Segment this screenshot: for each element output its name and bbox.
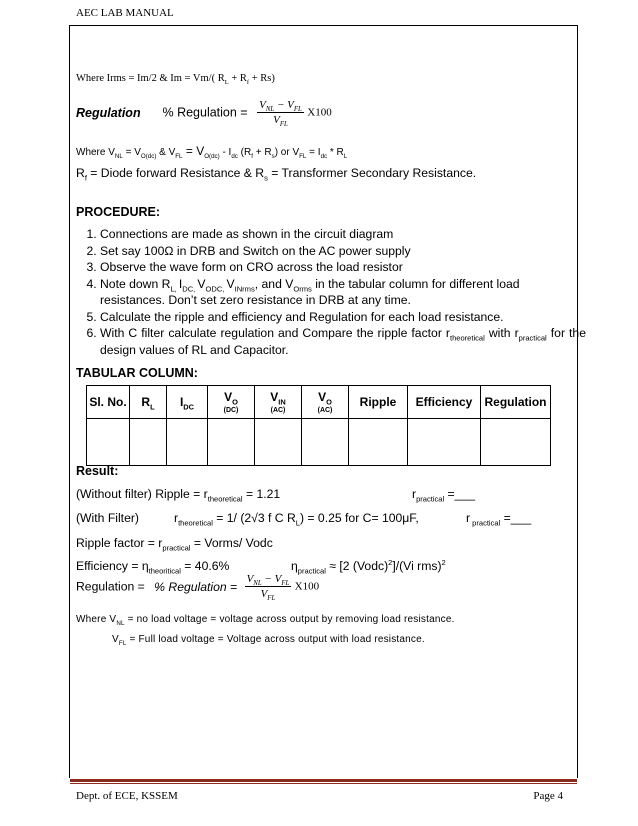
r5-num-v1: V [246, 573, 254, 585]
s4-e-sub: Orms [293, 283, 312, 293]
s4-e: , and V [254, 276, 294, 291]
procedure-heading: PROCEDURE: [76, 205, 161, 219]
den-v: V [273, 114, 280, 126]
result-practical-without-filter [412, 487, 476, 504]
table-header-row [87, 386, 551, 419]
procedure-step: 2. Set say 100Ω in DRB and Switch on the AC power supply [100, 243, 586, 260]
col-vo-dc [208, 386, 255, 419]
r1-a-sub: theoretical [207, 494, 243, 504]
s4-d-sub: INrms [234, 283, 255, 293]
r2-e-sub: practical [470, 518, 501, 528]
num-v1-sub: NL [265, 106, 275, 114]
table-row [87, 419, 551, 466]
regulation-numerator [257, 98, 304, 113]
vnl-a-sub: NL [114, 153, 123, 160]
col-sl-no: Sl. No. [87, 386, 130, 419]
irms-sub-f: f [246, 79, 250, 87]
s4-a-sub: L, [170, 283, 179, 293]
num-v2: V [287, 99, 294, 111]
s4-c-sub: ODC, [205, 283, 227, 293]
irms-text-b: + R [228, 73, 247, 84]
page-border-left [69, 25, 70, 778]
r7-b: = Full load voltage = Voltage across output with load resistance. [126, 634, 425, 645]
result-ripple-factor [76, 536, 273, 553]
r6-a-sub: NL [116, 620, 125, 627]
irms-text-c: + Rs) [249, 73, 275, 84]
regulation-prefix: % Regulation = [162, 105, 248, 120]
vnl-g: + R [252, 147, 272, 158]
page-border-right [577, 25, 578, 778]
vnl-i: = I [306, 147, 321, 158]
result-practical-with-filter [466, 511, 532, 528]
r3-a-sub: practical [162, 543, 191, 553]
procedure-step: 3. Observe the wave form on CRO across the load resistor [100, 259, 586, 276]
vnl-i-sub: dc [320, 153, 328, 160]
r5-num-v1-sub: NL [253, 580, 262, 588]
vnl-definition [76, 144, 347, 158]
s4-c: V [197, 276, 206, 291]
irms-text-a: Where Irms = Im/2 & Im = Vm/( R [76, 73, 225, 84]
s4-b: I [178, 276, 183, 291]
col-vin-main: V [270, 390, 279, 404]
r4-b: = 40.6% [180, 559, 230, 573]
vnl-j-sub: L [343, 153, 348, 160]
r2-a: (With Filter) [76, 511, 139, 525]
r3-b: = Vorms/ Vodc [190, 536, 273, 550]
col-vo-sub: O [232, 397, 238, 407]
rf-a-sub: f [84, 173, 87, 183]
num-v1: V [259, 99, 266, 111]
r4-e: ]/(Vi rms) [392, 559, 442, 573]
col-vin-sub: IN [278, 397, 286, 407]
rf-a: R [76, 166, 85, 180]
r5-suffix: X100 [294, 580, 320, 593]
col-vin-ac [255, 386, 302, 419]
r1-b: = 1.21 [242, 487, 281, 501]
s4-d: V [226, 276, 235, 291]
r5-den-v-sub: FL [267, 595, 276, 603]
r2-c: = 1/ (2√3 f C R [212, 511, 296, 525]
r4-a: Efficiency = η [76, 559, 149, 573]
col-vo-main: V [224, 390, 233, 404]
r1-c-sub: practical [416, 494, 445, 504]
table-cell [349, 419, 408, 466]
r2-b: r [174, 511, 179, 525]
num-minus: − [274, 99, 288, 111]
den-v-sub: FL [279, 121, 288, 129]
vnl-e: - I [219, 147, 232, 158]
vnl-c: & V [156, 147, 176, 158]
r2-f: =___ [500, 511, 532, 525]
vnl-d-sub: O(dc) [204, 153, 220, 160]
vnl-f-sub: f [251, 153, 253, 160]
r2-e: r [466, 511, 471, 525]
col-rl [130, 386, 167, 419]
r6-a: Where V [76, 614, 117, 625]
regulation-denominator [257, 113, 304, 127]
col-ripple: Ripple [349, 386, 408, 419]
table-cell [408, 419, 481, 466]
r4-d: ≈ [2 (Vodc) [325, 559, 389, 573]
col-idc [167, 386, 208, 419]
r5-num-minus: − [261, 573, 275, 585]
result-heading: Result: [76, 464, 119, 478]
regulation-suffix: X100 [307, 106, 332, 119]
col-idc-main: I [179, 395, 184, 409]
r1-d: =___ [444, 487, 476, 501]
regulation-formula [76, 98, 332, 127]
r5-a: Regulation = [76, 579, 145, 594]
col-vo-ac [302, 386, 349, 419]
col-vin-unit: (AC) [270, 407, 286, 414]
rf-definition [76, 166, 477, 183]
col-idc-sub: DC [183, 402, 195, 412]
vfl-note [112, 634, 425, 645]
num-v2-sub: FL [293, 106, 302, 114]
tabular-heading: TABULAR COLUMN: [76, 366, 198, 380]
vnl-h: ) or V [274, 147, 300, 158]
vnl-b: = V [122, 147, 141, 158]
vnl-b-sub: O(dc) [140, 153, 157, 160]
result-efficiency [76, 559, 230, 576]
r6-b: = no load voltage = voltage across output by removing load resistance. [124, 614, 455, 625]
col-vo2-unit: (AC) [317, 407, 333, 414]
procedure-step [100, 325, 586, 358]
col-rl-sub: L [150, 402, 155, 412]
r1-a: (Without filter) Ripple = r [76, 487, 208, 501]
footer-rule-thin [70, 783, 577, 784]
irms-definition [76, 73, 275, 87]
table-cell [208, 419, 255, 466]
page-border-top [69, 25, 578, 26]
procedure-step: 5. Calculate the ripple and efficiency and Regulation for each load resistance. [100, 309, 586, 326]
vnl-d: = V [182, 144, 205, 158]
result-regulation-numerator [245, 572, 292, 587]
r5-b: % Regulation = [154, 579, 238, 594]
footer-page-number: Page 4 [533, 790, 563, 802]
vnl-g-sub: s [271, 153, 275, 160]
s4-f: in the tabular column for different load resistances. Don’t set zero resistance in DRB at any time. [100, 276, 520, 307]
result-regulation-formula [76, 572, 319, 601]
result-theoretical-with-filter [174, 511, 419, 528]
r4-e-sup: 2 [441, 557, 446, 567]
s6-c: for the design values of RL and Capacitor. [100, 326, 586, 357]
rf-c: = Transformer Secondary Resistance. [267, 166, 477, 180]
s4-a: Note down R [100, 276, 171, 291]
s4-b-sub: DC, [182, 283, 198, 293]
procedure-steps [76, 226, 586, 358]
regulation-label: Regulation [76, 105, 141, 120]
s6-b-sub: practical [518, 333, 547, 343]
s6-b: with r [484, 326, 519, 340]
vnl-f: (R [237, 147, 252, 158]
table-cell [167, 419, 208, 466]
result-line-without-filter [76, 487, 281, 504]
footer-department: Dept. of ECE, KSSEM [76, 790, 178, 802]
r4-c: η [291, 559, 298, 573]
table-cell [481, 419, 551, 466]
result-regulation-denominator [245, 587, 292, 601]
r4-c-sub: practical [297, 566, 326, 576]
vnl-c-sub: FL [175, 153, 183, 160]
r2-b-sub: theoretical [178, 518, 213, 528]
result-efficiency-practical [291, 557, 446, 576]
r5-num-v2-sub: FL [281, 580, 290, 588]
r4-a-sub: theoritical [148, 566, 181, 576]
vnl-h-sub: FL [299, 153, 307, 160]
vnl-j: * R [327, 147, 344, 158]
r7-a-sub: FL [118, 640, 127, 647]
irms-sub-l: L [224, 79, 229, 87]
regulation-fraction [257, 98, 304, 127]
col-regulation: Regulation [481, 386, 551, 419]
r3-a: Ripple factor = r [76, 536, 163, 550]
rf-b: = Diode forward Resistance & R [86, 166, 265, 180]
vnl-a: Where V [76, 147, 115, 158]
result-regulation-fraction [245, 572, 292, 601]
table-cell [130, 419, 167, 466]
table-cell [255, 419, 302, 466]
r2-d: ) = 0.25 for C= 100μF, [299, 511, 419, 525]
r5-den-v: V [260, 588, 268, 600]
result-line-with-filter [76, 511, 139, 525]
s6-a-sub: theoretical [449, 333, 485, 343]
col-rl-main: R [141, 395, 151, 409]
readings-table [86, 385, 551, 466]
r5-num-v2: V [274, 573, 282, 585]
procedure-step [100, 276, 586, 309]
r4-d-sup: 2 [388, 557, 393, 567]
procedure-step: 1. Connections are made as shown in the circuit diagram [100, 226, 586, 243]
col-vo2-sub: O [326, 397, 332, 407]
table-cell [302, 419, 349, 466]
r7-a: V [112, 634, 119, 645]
vnl-e-sub: dc [231, 153, 238, 160]
vnl-note [76, 614, 455, 625]
r1-c: r [412, 487, 417, 501]
s6-a: With C filter calculate regulation and Compare the ripple factor r [100, 326, 450, 340]
r2-c-sub: L [295, 518, 300, 528]
col-vo-unit: (DC) [223, 407, 239, 414]
footer-rule [70, 779, 577, 782]
rf-b-sub: s [264, 173, 268, 183]
header-title: AEC LAB MANUAL [76, 7, 174, 19]
col-efficiency: Efficiency [408, 386, 481, 419]
table-cell [87, 419, 130, 466]
col-vo2-main: V [318, 390, 327, 404]
